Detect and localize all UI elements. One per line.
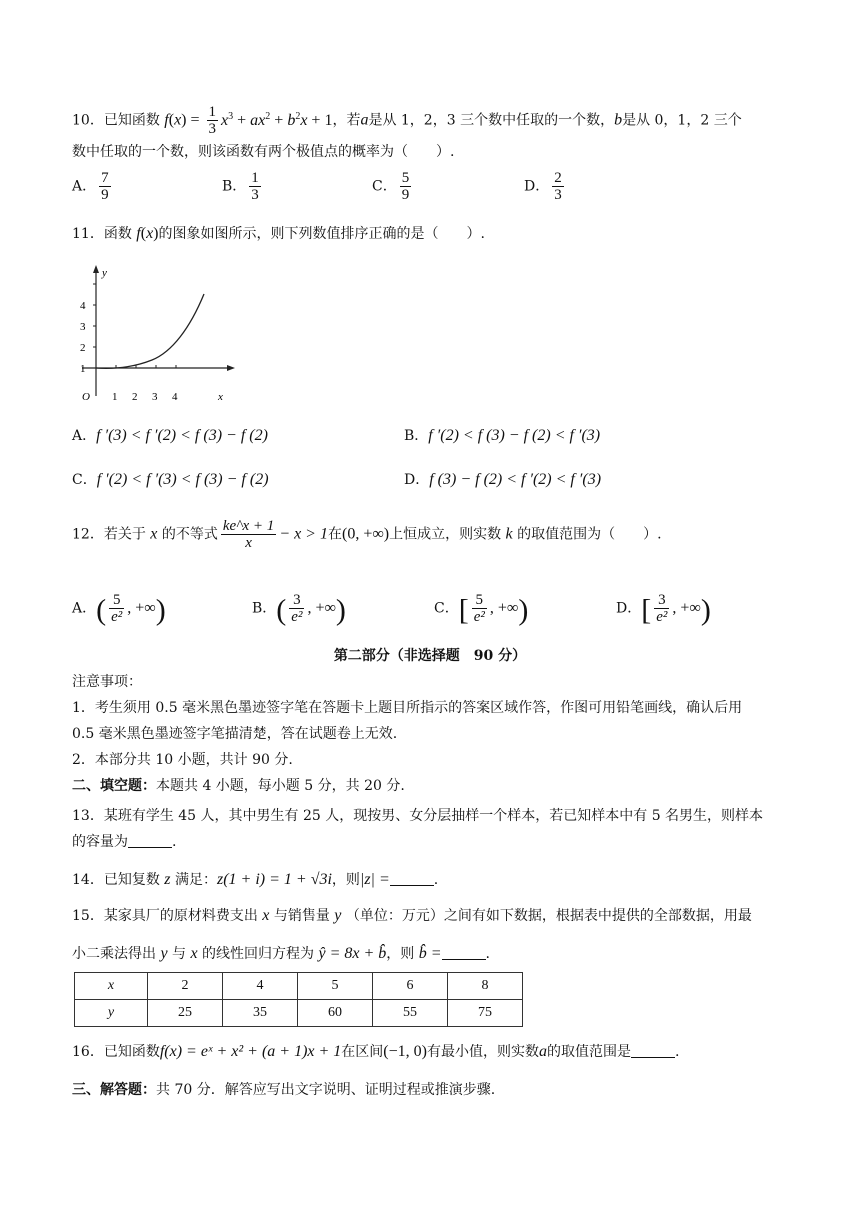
q11-option-a-expr: f ′(3) < f ′(2) < f (3) − f (2) (96, 427, 268, 444)
table-cell: 25 (148, 1000, 223, 1027)
q11-stem-prefix: 函数 (103, 226, 132, 242)
q12-option-a (72, 592, 166, 625)
q10-a-den: 9 (101, 187, 109, 203)
q12-option-b (252, 592, 346, 625)
q12-b-left: ( (276, 593, 287, 627)
notice-2: 2．本部分共 10 小题，共计 90 分. (72, 752, 293, 768)
q12-b-right: ) (335, 593, 346, 627)
graph-curve (96, 294, 204, 368)
q16-prefix: 16．已知函数 (72, 1044, 160, 1060)
q11-stem-suffix: 的图象如图所示，则下列数值排序正确的是（ ）. (158, 226, 485, 242)
q15-answer-blank[interactable] (442, 945, 486, 960)
q10-b-var: b (614, 111, 623, 129)
q11-option-a-label: A． (72, 428, 97, 444)
q10-stem-prefix: 已知函数 (103, 112, 160, 129)
q12-stem-prefix: 若关于 (103, 526, 146, 543)
q10-eq: = (186, 111, 204, 129)
section-2-heading (72, 776, 792, 796)
q16-mid2: 有最小值，则实数 (426, 1044, 539, 1060)
q14-z-var: z (164, 871, 171, 888)
q12-number: 12． (72, 526, 104, 543)
section-3-label: 三、解答题： (72, 1082, 156, 1098)
section-2-label: 二、填空题： (72, 778, 156, 794)
graph-y-ticks (80, 284, 96, 375)
q12-d-num: 3 (654, 592, 669, 609)
section-2-text: 本题共 4 小题，每小题 5 分，共 20 分. (156, 778, 405, 794)
q10-c-num: 5 (401, 170, 410, 186)
q15-line2-y: y (160, 945, 168, 962)
x-tick-label-3: 3 (152, 391, 158, 403)
q15-line2-then: ，则 (386, 946, 415, 962)
q15-line2-mid2: 的线性回归方程为 (202, 946, 315, 962)
q12-x-var: x (150, 525, 158, 543)
q15-data-table (74, 972, 523, 1027)
q10-option-a-frac (99, 170, 111, 203)
q12-d-right: ) (700, 593, 711, 627)
x-tick-label-1: 1 (112, 391, 118, 403)
q11-fx: (x) (140, 225, 159, 242)
q14-mid: 满足： (174, 872, 217, 888)
q10-stem-line1 (72, 104, 792, 137)
q10-option-c-label: C． (372, 178, 397, 195)
q10-polynomial: $x^3 + ax^2 + b^2x + 1$ (221, 110, 333, 129)
q10-d-den: 3 (554, 187, 562, 203)
table-header-y: y (75, 1000, 148, 1027)
q16-end: . (674, 1044, 680, 1060)
q12-d-frac (654, 592, 669, 625)
q12-a-frac (109, 592, 124, 625)
q13-line2 (72, 832, 792, 852)
q10-stem-line2: 数中任取的一个数，则该函数有两个极值点的概率为（ ）. (72, 144, 455, 160)
y-tick-label-1: 1 (80, 363, 86, 375)
q16-a-var: a (538, 1043, 547, 1060)
q14-abs: |z| = (359, 871, 390, 888)
q12-ineq-num: ke^x + 1 (222, 518, 275, 534)
q12-b-den: e² (291, 609, 303, 625)
q12-ineq-tail: − x > 1 (279, 525, 328, 543)
q14-answer-blank[interactable] (390, 871, 434, 886)
q15-line2-mid1: 与 (172, 946, 187, 962)
table-cell: 5 (298, 973, 373, 1000)
q15-x-var: x (262, 907, 270, 924)
y-tick-label-3: 3 (80, 321, 86, 333)
q16-answer-blank[interactable] (631, 1043, 675, 1058)
q12-b-frac (289, 592, 304, 625)
q16-stem (72, 1042, 792, 1062)
q15-line1-prefix: 15．某家具厂的原材料费支出 (72, 908, 258, 924)
q12-c-den: e² (473, 609, 485, 625)
table-cell: 2 (148, 973, 223, 1000)
q10-paren-close: ) (181, 111, 187, 129)
q12-b-tail: , +∞ (307, 599, 336, 617)
q10-function: f (164, 111, 169, 129)
q10-a-var: a (360, 111, 369, 129)
q12-stem-after: 上恒成立，则实数 (389, 526, 502, 543)
q10-frac-third: $\frac{1}{3}$ (208, 104, 217, 137)
q11-option-a (72, 426, 268, 446)
q10-stem-mid: ，若 (332, 112, 361, 129)
table-cell: 6 (373, 973, 448, 1000)
graph-y-label: y (102, 267, 107, 279)
q15-line2-suffix: . (485, 946, 490, 962)
table-header-x: x (75, 973, 148, 1000)
q10-option-c-frac (400, 170, 412, 203)
q15-line2-x: x (190, 945, 198, 962)
q16-suffix: 的取值范围是 (546, 1044, 631, 1060)
y-axis-arrow (93, 265, 99, 273)
q12-option-d (616, 592, 711, 625)
q13-line2-prefix: 的容量为 (72, 834, 128, 850)
q12-c-tail: , +∞ (489, 599, 519, 617)
q12-option-b-label: B． (252, 600, 277, 617)
q15-line1-suffix: （单位：万元）之间有如下数据，根据表中提供的全部数据，用最 (345, 908, 752, 924)
q16-interval: (−1, 0) (383, 1043, 427, 1060)
q12-c-frac (472, 592, 487, 625)
q12-stem (72, 518, 792, 551)
graph-x-ticks (112, 365, 178, 403)
q15-line1-mid: 与销售量 (273, 908, 330, 924)
q13-answer-blank[interactable] (128, 833, 172, 848)
q15-equation: ŷ = 8x + b̂ (318, 945, 387, 962)
q10-option-b-frac (249, 170, 261, 203)
q12-stem-mid: 的不等式 (161, 526, 218, 543)
table-cell: 4 (223, 973, 298, 1000)
table-row-y (75, 1000, 523, 1027)
q14-then: ，则 (331, 872, 360, 888)
q14-prefix: 14．已知复数 (72, 872, 160, 888)
section-3-text: 共 70 分．解答应写出文字说明、证明过程或推演步骤. (156, 1082, 496, 1098)
q15-y-var: y (334, 907, 342, 924)
notice-1-line1: 1．考生须用 0.5 毫米黑色墨迹签字笔在答题卡上题目所指示的答案区域作答，作图可用铅笔画线，确认后用 (72, 700, 743, 716)
q13-line2-suffix: . (172, 834, 177, 850)
q10-option-b-label: B． (222, 178, 247, 195)
q11-option-d (404, 470, 601, 490)
q11-option-c (72, 470, 269, 490)
q12-a-tail: , +∞ (127, 599, 156, 617)
y-tick-label-2: 2 (80, 342, 86, 354)
q15-b-hat: b̂ = (418, 945, 442, 962)
q10-option-a (72, 170, 114, 203)
x-axis-arrow (227, 365, 235, 371)
table-cell: 55 (373, 1000, 448, 1027)
q12-stem-in: 在 (327, 526, 342, 543)
table-cell: 75 (448, 1000, 523, 1027)
q12-option-d-label: D． (616, 600, 642, 617)
q10-x: x (174, 111, 182, 129)
section-3-heading (72, 1080, 792, 1100)
q12-interval: (0, +∞) (341, 525, 390, 543)
q12-ineq-den: x (245, 535, 252, 551)
q12-d-den: e² (656, 609, 668, 625)
q14-stem (72, 870, 792, 890)
q10-stem-part3: 是从 0，1，2 三个 (622, 112, 742, 129)
q14-suffix: . (433, 872, 439, 888)
q11-function-graph (72, 262, 242, 406)
q13-line1: 13．某班有学生 45 人，其中男生有 25 人，现按男、女分层抽样一个样本，若已知样本中有 5 名男生，则样本 (72, 808, 764, 824)
table-row-x (75, 973, 523, 1000)
q12-a-num: 5 (109, 592, 124, 609)
q12-option-c (434, 592, 528, 625)
q11-option-d-expr: f (3) − f (2) < f ′(2) < f ′(3) (429, 471, 602, 488)
q11-option-b-expr: f ′(2) < f (3) − f (2) < f ′(3) (428, 427, 601, 444)
q12-stem-end: 的取值范围为（ ）. (517, 526, 662, 543)
q10-option-d (524, 170, 567, 203)
q10-option-b (222, 170, 264, 203)
q10-option-d-frac (552, 170, 564, 203)
q12-option-c-label: C． (434, 600, 459, 617)
notice-title: 注意事项： (72, 674, 142, 690)
table-cell: 8 (448, 973, 523, 1000)
q12-option-a-label: A． (72, 600, 97, 617)
q12-k-var: k (505, 525, 513, 543)
q11-f: f (136, 225, 141, 242)
graph-x-label: x (218, 391, 223, 403)
q10-stem-part2: 是从 1，2，3 三个数中任取的一个数， (368, 112, 615, 129)
q12-a-right: ) (155, 593, 166, 627)
q11-option-c-label: C． (72, 472, 97, 488)
notice-1-line2: 0.5 毫米黑色墨迹签字笔描清楚，答在试题卷上无效. (72, 726, 398, 742)
q10-option-c (372, 170, 414, 203)
q14-equation: z(1 + i) = 1 + √3i (216, 871, 332, 888)
q12-a-left: ( (96, 593, 107, 627)
q15-line2-text (72, 944, 792, 964)
table-cell: 35 (223, 1000, 298, 1027)
q16-mid: 在区间 (341, 1044, 384, 1060)
graph-origin-label: O (82, 391, 90, 403)
q12-c-right: ) (518, 593, 529, 627)
x-tick-label-4: 4 (172, 391, 178, 403)
q12-b-num: 3 (289, 592, 304, 609)
q10-b-den: 3 (251, 187, 259, 203)
q15-line1 (72, 906, 792, 926)
q16-function: f(x) = eˣ + x² + (a + 1)x + 1 (159, 1043, 342, 1060)
q12-d-tail: , +∞ (672, 599, 701, 617)
q10-paren: ( (168, 111, 175, 129)
x-tick-label-2: 2 (132, 391, 138, 403)
q10-c-den: 9 (401, 187, 410, 203)
q12-inequality-frac (221, 518, 276, 551)
q10-b-num: 1 (251, 170, 259, 186)
q10-option-d-label: D． (524, 178, 550, 195)
q11-option-c-expr: f ′(2) < f ′(3) < f (3) − f (2) (96, 471, 269, 488)
q10-d-num: 2 (554, 170, 562, 186)
q10-number: 10． (72, 112, 104, 129)
q15-line2-prefix: 小二乘法得出 (72, 946, 156, 962)
q11-number: 11． (72, 226, 104, 242)
q10-a-num: 7 (101, 170, 109, 186)
part2-title: 第二部分（非选择题 90 分） (333, 648, 527, 664)
q11-stem (72, 224, 792, 244)
q12-c-num: 5 (472, 592, 487, 609)
q12-c-left: [ (458, 593, 469, 627)
y-tick-label-4: 4 (80, 300, 86, 312)
q11-option-b-label: B． (404, 428, 429, 444)
q12-d-left: [ (641, 593, 652, 627)
q11-option-d-label: D． (404, 472, 430, 488)
q11-option-b (404, 426, 600, 446)
q10-option-a-label: A． (72, 178, 97, 195)
table-cell: 60 (298, 1000, 373, 1027)
q12-a-den: e² (111, 609, 123, 625)
